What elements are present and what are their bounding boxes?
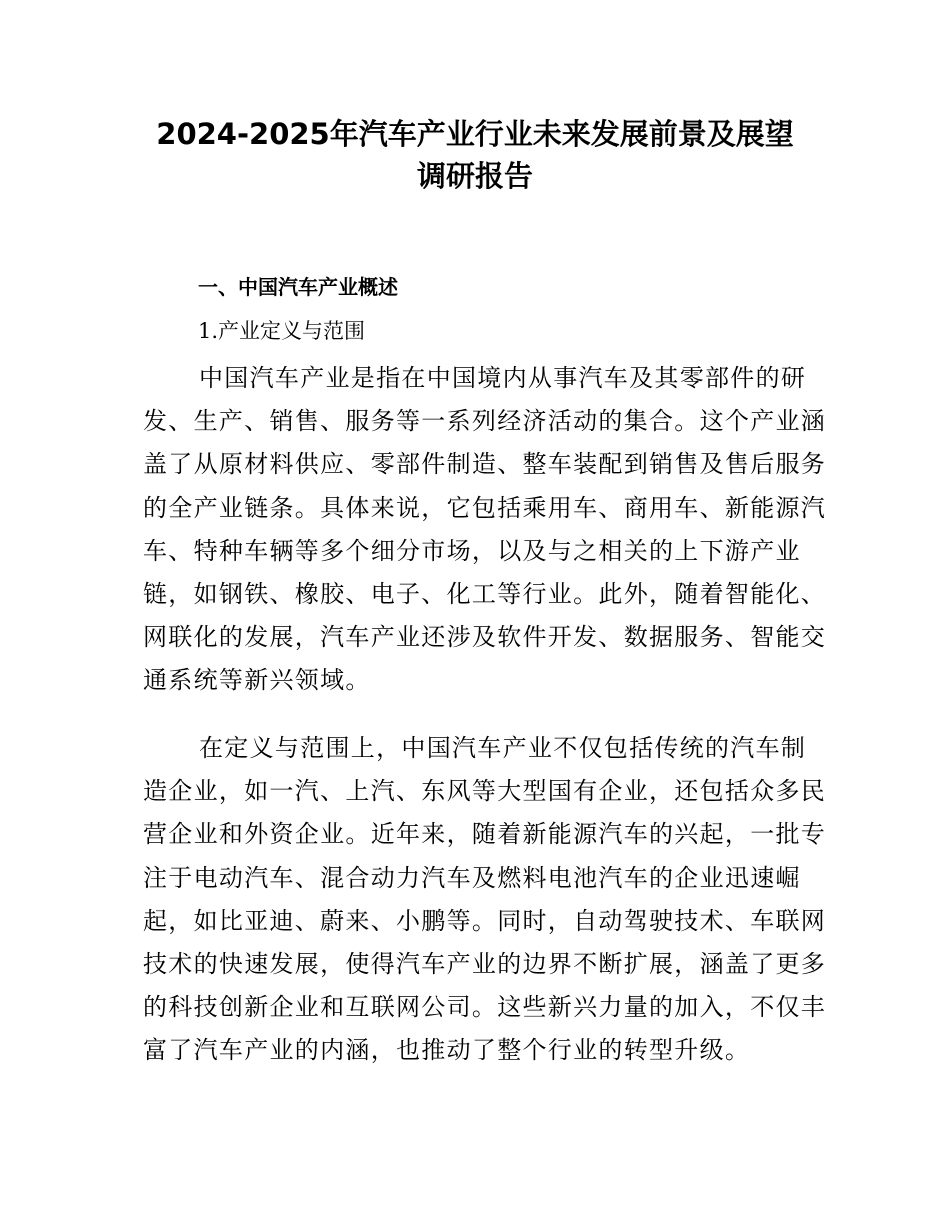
paragraph-line: 营企业和外资企业。近年来，随着新能源汽车的兴起，一批专 bbox=[143, 820, 827, 849]
paragraph-line: 的全产业链条。具体来说，它包括乘用车、商用车、新能源汽 bbox=[143, 493, 827, 522]
paragraph-line: 链，如钢铁、橡胶、电子、化工等行业。此外，随着智能化、 bbox=[143, 579, 827, 608]
paragraph-line: 车、特种车辆等多个细分市场，以及与之相关的上下游产业 bbox=[143, 536, 801, 565]
subsection-heading: 1.产业定义与范围 bbox=[198, 319, 366, 343]
paragraph-line: 盖了从原材料供应、零部件制造、整车装配到销售及售后服务 bbox=[143, 450, 827, 479]
paragraph-line: 技术的快速发展，使得汽车产业的边界不断扩展，涵盖了更多 bbox=[143, 949, 827, 978]
paragraph-1 bbox=[143, 357, 827, 703]
paragraph-2 bbox=[143, 727, 827, 1073]
paragraph-line: 中国汽车产业是指在中国境内从事汽车及其零部件的研 bbox=[199, 364, 807, 392]
paragraph-line: 注于电动汽车、混合动力汽车及燃料电池汽车的企业迅速崛 bbox=[143, 863, 801, 892]
paragraph-line: 网联化的发展，汽车产业还涉及软件开发、数据服务、智能交 bbox=[143, 623, 827, 652]
paragraph-line: 在定义与范围上，中国汽车产业不仅包括传统的汽车制 bbox=[199, 734, 807, 762]
paragraph-line: 的科技创新企业和互联网公司。这些新兴力量的加入，不仅丰 bbox=[143, 993, 827, 1022]
paragraph-line: 造企业，如一汽、上汽、东风等大型国有企业，还包括众多民 bbox=[143, 777, 827, 806]
paragraph-line: 发、生产、销售、服务等一系列经济活动的集合。这个产业涵 bbox=[143, 407, 827, 436]
report-title-line-2: 调研报告 bbox=[416, 159, 533, 193]
paragraph-line: 通系统等新兴领域。 bbox=[143, 666, 371, 695]
paragraph-line: 富了汽车产业的内涵，也推动了整个行业的转型升级。 bbox=[143, 1036, 751, 1065]
section-heading: 一、中国汽车产业概述 bbox=[198, 275, 398, 299]
paragraph-line: 起，如比亚迪、蔚来、小鹏等。同时，自动驾驶技术、车联网 bbox=[143, 906, 827, 935]
report-title-line-1: 2024-2025年汽车产业行业未来发展前景及展望 bbox=[156, 117, 794, 151]
